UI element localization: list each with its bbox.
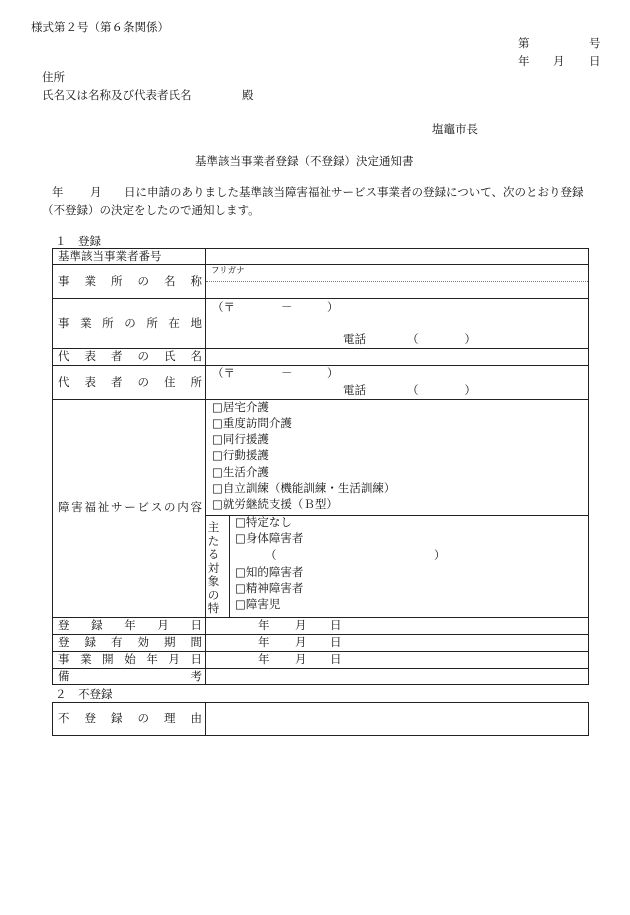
section-1-heading: １ 登録 bbox=[55, 234, 101, 248]
label-remarks: 備 考 bbox=[58, 669, 202, 683]
rep-phone-label: 電話 bbox=[343, 383, 366, 397]
target-vertical-label: 主 た る 対 象 の 特 bbox=[207, 520, 220, 615]
service-severe-visit-care[interactable]: □重度訪問介護 bbox=[212, 416, 292, 430]
furigana-label: フリガナ bbox=[211, 266, 245, 276]
reg-date-year: 年 bbox=[258, 618, 270, 632]
service-life-care[interactable]: □生活介護 bbox=[212, 465, 269, 479]
service-continuous-employment-b[interactable]: □就労継続支援（Ｂ型） bbox=[212, 497, 338, 511]
start-date-day: 日 bbox=[330, 652, 342, 666]
document-title: 基準該当事業者登録（不登録）決定通知書 bbox=[195, 154, 414, 168]
section-2-heading: ２ 不登録 bbox=[55, 687, 113, 701]
label-registration-date: 登 録 年 月 日 bbox=[58, 618, 202, 632]
recipient-name-label: 氏名又は名称及び代表者氏名 bbox=[42, 88, 192, 102]
service-independence-training[interactable]: □自立訓練（機能訓練・生活訓練） bbox=[212, 481, 396, 495]
label-office-name: 事 業 所 の 名 称 bbox=[58, 274, 202, 288]
honorific: 殿 bbox=[242, 88, 254, 102]
body-line-2: （不登録）の決定をしたので通知します。 bbox=[42, 203, 260, 217]
service-home-care[interactable]: □居宅介護 bbox=[212, 400, 269, 414]
label-start-date: 事 業 開 始 年 月 日 bbox=[58, 652, 202, 666]
label-business-number: 基準該当事業者番号 bbox=[58, 249, 162, 263]
service-behavior-support[interactable]: □行動援護 bbox=[212, 448, 269, 462]
reg-date-day: 日 bbox=[330, 618, 342, 632]
target-physical-paren-close: ） bbox=[434, 548, 446, 562]
label-representative-address: 代 表 者 の 住 所 bbox=[58, 375, 202, 389]
target-physical-paren-open: （ bbox=[265, 548, 277, 562]
label-valid-period: 登 録 有 効 期 間 bbox=[58, 635, 202, 649]
valid-date-month: 月 bbox=[295, 635, 307, 649]
start-date-month: 月 bbox=[295, 652, 307, 666]
header-date-year: 年 bbox=[518, 54, 530, 68]
reg-date-month: 月 bbox=[295, 618, 307, 632]
start-date-year: 年 bbox=[258, 652, 270, 666]
valid-date-day: 日 bbox=[330, 635, 342, 649]
label-non-registration-reason: 不 登 録 の 理 由 bbox=[58, 711, 202, 725]
rep-phone-number: （ ） bbox=[407, 383, 476, 397]
office-phone-number: （ ） bbox=[407, 332, 476, 346]
header-date-day: 日 bbox=[589, 54, 601, 68]
doc-number-prefix: 第 bbox=[518, 36, 530, 50]
target-mental[interactable]: □精神障害者 bbox=[235, 581, 304, 595]
target-intellectual[interactable]: □知的障害者 bbox=[235, 565, 304, 579]
label-representative-name: 代 表 者 の 氏 名 bbox=[58, 349, 202, 363]
label-office-address: 事 業 所 の 所 在 地 bbox=[58, 316, 202, 330]
target-child[interactable]: □障害児 bbox=[235, 597, 281, 611]
target-none[interactable]: □特定なし bbox=[235, 515, 292, 529]
target-physical[interactable]: □身体障害者 bbox=[235, 531, 304, 545]
label-service-content: 障 害 福 祉 サ ー ビ ス の 内 容 bbox=[58, 500, 202, 514]
office-phone-label: 電話 bbox=[343, 332, 366, 346]
doc-number-suffix: 号 bbox=[589, 36, 601, 50]
service-accompany-support[interactable]: □同行援護 bbox=[212, 432, 269, 446]
rep-postal: （〒 － ） bbox=[212, 366, 339, 380]
office-postal: （〒 － ） bbox=[212, 300, 339, 314]
body-month: 月 bbox=[90, 185, 102, 199]
form-number: 様式第２号（第６条関係） bbox=[31, 20, 169, 34]
issuer: 塩竈市長 bbox=[432, 122, 478, 136]
body-year: 年 bbox=[52, 185, 64, 199]
body-line-1: 日に申請のありました基準該当障害福祉サービス事業者の登録について、次のとおり登録 bbox=[124, 185, 584, 199]
header-date-month: 月 bbox=[553, 54, 565, 68]
recipient-address-label: 住所 bbox=[42, 70, 65, 84]
valid-date-year: 年 bbox=[258, 635, 270, 649]
